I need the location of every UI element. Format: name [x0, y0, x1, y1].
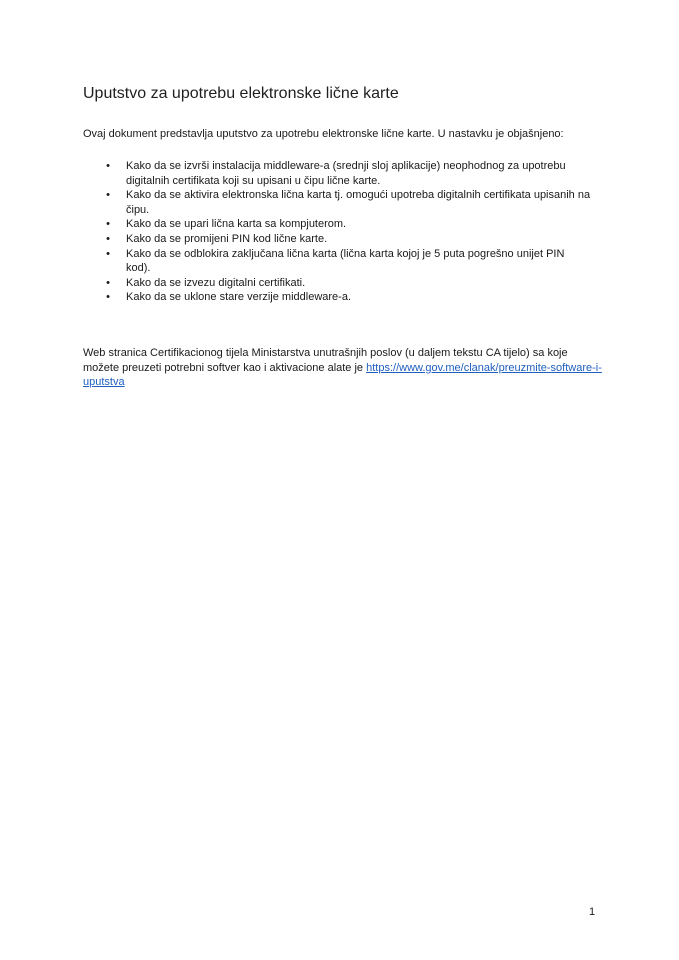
list-item-text: Kako da se uklone stare verzije middleware-a. — [126, 291, 352, 304]
list-item-text: Kako da se izvrši instalacija middleware-a (srednji sloj aplikacije) neophodnog za upotrebu digitalnih certifikata koji su upisani u čipu lične karte. — [126, 160, 566, 187]
page-number: 1 — [589, 906, 596, 918]
list-item-text: Kako da se aktivira elektronska lična karta tj. omogući upotreba digitalnih certifikata upisanih na čipu. — [126, 189, 591, 216]
list-item-text: Kako da se upari lična karta sa kompjuterom. — [126, 218, 347, 231]
bullet-icon: • — [106, 247, 110, 260]
footer-text: Web stranica Certifikacionog tijela Ministarstva unutrašnjih poslov (u daljem tekstu CA tijelo) sa koje možete preuzeti potrebni softver kao i aktivacione alate je — [83, 347, 568, 374]
bullet-icon: • — [106, 291, 110, 304]
list-item — [83, 188, 603, 217]
list-item — [83, 232, 603, 247]
list-item — [83, 217, 603, 232]
bullet-icon: • — [106, 160, 110, 172]
download-link[interactable]: https://www.gov.me/clanak/preuzmite-software-i-uputstva — [83, 361, 602, 389]
document-title: Uputstvo za upotrebu elektronske lične karte — [83, 85, 399, 102]
bullet-icon: • — [106, 276, 110, 289]
list-item — [83, 159, 603, 188]
bullet-icon: • — [106, 232, 110, 245]
list-item-text: Kako da se odblokira zaključana lična karta (lična karta kojoj je 5 puta pogrešno unijet PIN kod). — [126, 247, 565, 275]
list-item — [83, 276, 603, 291]
list-item-text: Kako da se izvezu digitalni certifikati. — [126, 276, 306, 289]
intro-paragraph: Ovaj dokument predstavlja uputstvo za upotrebu elektronske lične karte. U nastavku je objašnjeno: — [83, 128, 564, 140]
bullet-icon: • — [106, 189, 110, 202]
list-item — [83, 290, 603, 305]
footer-paragraph — [83, 346, 603, 390]
list-item — [83, 247, 603, 276]
list-item-text: Kako da se promijeni PIN kod lične karte. — [126, 232, 328, 245]
bullet-list — [83, 159, 603, 305]
bullet-icon: • — [106, 218, 110, 231]
